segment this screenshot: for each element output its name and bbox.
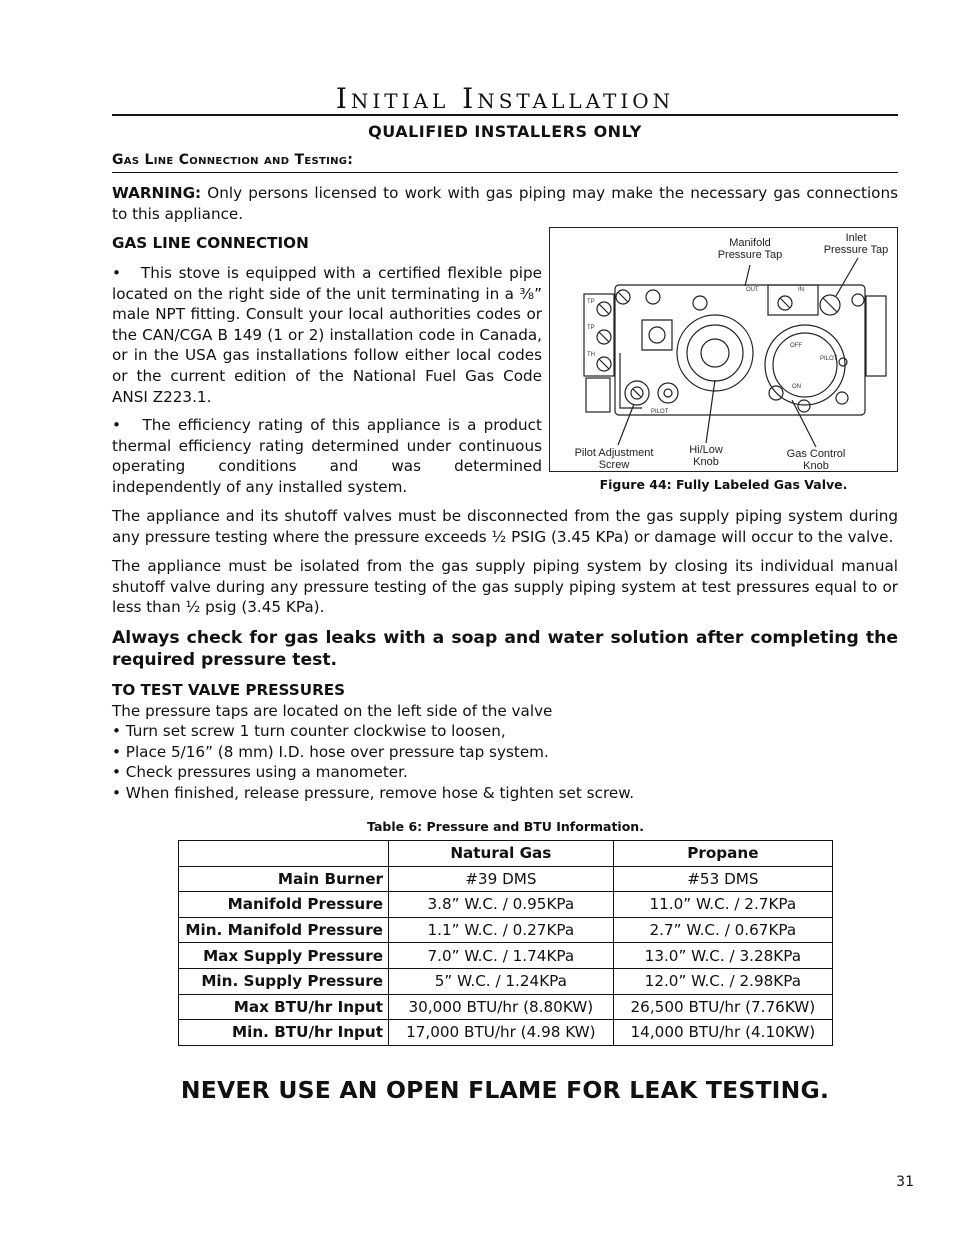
label-pilot-adjustment-screw — [566, 447, 662, 471]
label-manifold-line1: Manifold — [729, 237, 771, 249]
gas-line-bullet-2: • The efficiency rating of this appliance is a product thermal efficiency rating determined under continuous operating conditions and was determined independently of any installed system. — [112, 416, 542, 496]
table-cell: 13.0” W.C. / 3.28KPa — [613, 943, 832, 969]
valve-out-text: OUT — [746, 287, 759, 293]
label-inlet-pressure-tap — [816, 232, 896, 256]
valve-in-text: IN — [798, 287, 804, 293]
page-number: 31 — [896, 1174, 914, 1190]
valve-tp1-text: TP — [587, 299, 595, 305]
page-subtitle: QUALIFIED INSTALLERS ONLY — [368, 122, 642, 141]
list-item: • Turn set screw 1 turn counter clockwise to loosen, — [112, 722, 506, 741]
row-label: Min. Manifold Pressure — [179, 917, 389, 943]
valve-test-intro: The pressure taps are located on the left side of the valve — [112, 701, 553, 720]
row-label: Max BTU/hr Input — [179, 994, 389, 1020]
gas-control-knob — [765, 325, 845, 405]
table-caption: Table 6: Pressure and BTU Information. — [367, 819, 644, 834]
table-row — [179, 943, 833, 969]
label-gascontrol-line2: Knob — [803, 460, 829, 472]
gas-valve-drawing — [550, 228, 899, 473]
table-row — [179, 892, 833, 918]
table-cell: 2.7” W.C. / 0.67KPa — [613, 917, 832, 943]
table-cell: 1.1” W.C. / 0.27KPa — [389, 917, 614, 943]
table-cell: 5” W.C. / 1.24KPa — [389, 968, 614, 994]
label-gascontrol-line1: Gas Control — [786, 448, 846, 460]
warning-paragraph — [112, 183, 898, 224]
row-label: Min. BTU/hr Input — [179, 1020, 389, 1046]
never-open-flame-warning: NEVER USE AN OPEN FLAME FOR LEAK TESTING. — [180, 1076, 830, 1104]
title-rule — [112, 114, 898, 116]
label-hilow-line1: Hi/Low — [689, 444, 723, 456]
table-cell: 17,000 BTU/hr (4.98 KW) — [389, 1020, 614, 1046]
warning-text: Only persons licensed to work with gas piping may make the necessary gas connections to this appliance. — [112, 184, 898, 223]
shutoff-paragraph: The appliance and its shutoff valves must be disconnected from the gas supply piping system during any pressure testing where the pressure exceeds ½ PSIG (3.45 KPa) or damage will occur to the valve. — [112, 507, 898, 546]
figure-caption: Figure 44: Fully Labeled Gas Valve. — [599, 477, 848, 492]
label-hi-low-knob — [676, 444, 736, 468]
valve-knob-pilot-text: PILOT — [820, 356, 838, 362]
table-cell: #53 DMS — [613, 866, 832, 892]
valve-tp2-text: TP — [587, 325, 595, 331]
gas-valve-figure — [549, 227, 898, 472]
section-heading: Gas Line Connection and Testing: — [112, 152, 354, 168]
table-cell: 14,000 BTU/hr (4.10KW) — [613, 1020, 832, 1046]
table-row — [179, 917, 833, 943]
table-header-cell: Natural Gas — [389, 841, 614, 867]
table-header-cell — [179, 841, 389, 867]
label-manifold-pressure-tap — [710, 237, 790, 261]
label-inlet-line1: Inlet — [845, 232, 867, 244]
table-row — [179, 994, 833, 1020]
label-hilow-line2: Knob — [693, 456, 719, 468]
terminal-block — [584, 294, 614, 376]
gas-line-heading: GAS LINE CONNECTION — [112, 234, 309, 252]
table-cell: #39 DMS — [389, 866, 614, 892]
table-header-cell: Propane — [613, 841, 832, 867]
page-title: Initial Installation — [335, 82, 675, 115]
isolation-paragraph: The appliance must be isolated from the gas supply piping system by closing its individual manual shutoff valve during any pressure testing of the gas supply piping system at test pressures equal to or less than ½ psig (3.45 KPa). — [112, 557, 898, 617]
hi-low-knob — [687, 325, 743, 381]
leak-check-callout: Always check for gas leaks with a soap and water solution after completing the required pressure test. — [112, 628, 898, 670]
warning-label: WARNING: — [112, 184, 202, 202]
row-label: Manifold Pressure — [179, 892, 389, 918]
section-rule — [112, 172, 898, 173]
table-cell: 26,500 BTU/hr (7.76KW) — [613, 994, 832, 1020]
valve-pilot-text: PILOT — [651, 409, 669, 415]
table-row — [179, 866, 833, 892]
label-pilot-line1: Pilot Adjustment — [574, 447, 654, 459]
label-pilot-line2: Screw — [598, 459, 630, 471]
table-cell: 12.0” W.C. / 2.98KPa — [613, 968, 832, 994]
table-cell: 7.0” W.C. / 1.74KPa — [389, 943, 614, 969]
row-label: Max Supply Pressure — [179, 943, 389, 969]
gas-line-bullet-1: • This stove is equipped with a certified flexible pipe located on the right side of the unit terminating in a ⅜” male NPT fitting. Consult your local authorities codes or the CAN/CGA B 149 (1 or 2) installation code in Canada, or in the USA gas installations follow either local codes or the current edition of the National Fuel Gas Code ANSI Z223.1. — [112, 264, 542, 406]
table-cell: 11.0” W.C. / 2.7KPa — [613, 892, 832, 918]
valve-off-text: OFF — [790, 343, 802, 349]
row-label: Main Burner — [179, 866, 389, 892]
table-cell: 30,000 BTU/hr (8.80KW) — [389, 994, 614, 1020]
valve-on-text: ON — [792, 384, 801, 390]
list-item: • When finished, release pressure, remove hose & tighten set screw. — [112, 783, 635, 802]
table-row — [179, 1020, 833, 1046]
pressure-btu-table — [178, 840, 833, 1046]
pilot-fitting — [586, 378, 610, 412]
valve-outlet-stub — [866, 296, 886, 376]
valve-test-section — [112, 680, 898, 804]
hi-low-knob-ring — [677, 315, 753, 391]
table-header-row — [179, 841, 833, 867]
row-label: Min. Supply Pressure — [179, 968, 389, 994]
list-item: • Place 5/16” (8 mm) I.D. hose over pressure tap system. — [112, 742, 549, 761]
label-gas-control-knob — [776, 448, 856, 472]
table-cell: 3.8” W.C. / 0.95KPa — [389, 892, 614, 918]
label-inlet-line2: Pressure Tap — [823, 244, 889, 256]
valve-test-heading: TO TEST VALVE PRESSURES — [112, 681, 346, 699]
list-item: • Check pressures using a manometer. — [112, 763, 408, 782]
valve-th-text: TH — [587, 352, 595, 358]
label-manifold-line2: Pressure Tap — [717, 249, 783, 261]
table-row — [179, 968, 833, 994]
